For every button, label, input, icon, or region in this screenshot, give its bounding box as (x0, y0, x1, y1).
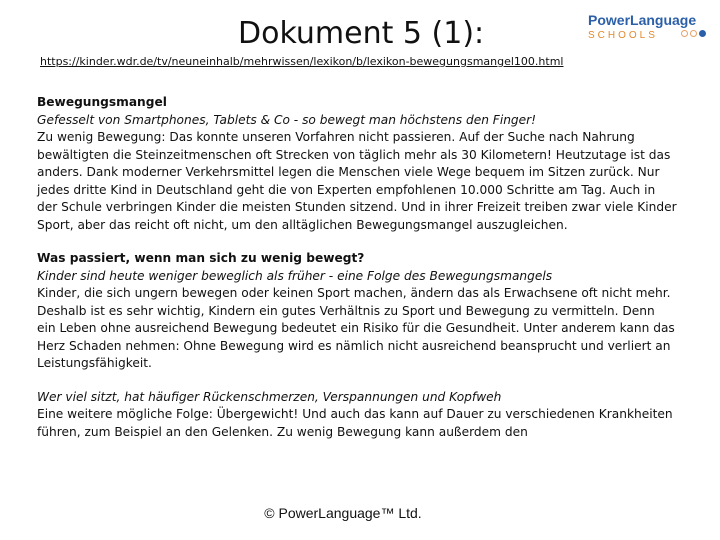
logo-dot (681, 30, 688, 37)
section-subheading: Kinder sind heute weniger beweglich als früher - eine Folge des Bewegungsmangels (37, 268, 553, 283)
section-heading: Bewegungsmangel (37, 95, 167, 109)
logo-dot-filled (699, 30, 706, 37)
copyright-footer: © PowerLanguage™ Ltd. (264, 505, 422, 521)
section-subheading: Wer viel sitzt, hat häufiger Rückenschmerzen, Verspannungen und Kopfweh (37, 389, 502, 404)
section-body: Zu wenig Bewegung: Das konnte unseren Vorfahren nicht passieren. Auf der Suche nach Nahrung bewältigten die Steinzeitmenschen oft Strecken von täglich mehr als 30 Kilometern! Heutzutage ist das anders. Dank moderner Verkehrsmittel legen die Menschen viele Wege bequem im Sitzen zurück. Nur jedes dritte Kind in Deutschland geht die von Experten empfohlenen 10.000 Schritte am Tag. Auch in der Schule verbringen Kinder die meisten Stunden sitzend. Und in ihrer Freizeit treiben zwar viele Kinder Sport, aber das reicht oft nicht, um den alltäglichen Bewegungsmangel auszugleichen. (37, 130, 677, 232)
section-heading: Was passiert, wenn man sich zu wenig bewegt? (37, 251, 365, 265)
section-subheading: Gefesselt von Smartphones, Tablets & Co - so bewegt man höchstens den Finger! (37, 112, 537, 127)
section-wer-viel-sitzt (37, 389, 677, 442)
logo-dots-icon (681, 30, 706, 37)
page-title: Dokument 5 (1): (238, 16, 485, 51)
section-body: Kinder, die sich ungern bewegen oder keinen Sport machen, ändern das als Erwachsene oft nicht mehr. Deshalb ist es sehr wichtig, Kindern ein gutes Verhältnis zu Sport und Bewegung zu vermitteln. Denn ein Leben ohne ausreichend Bewegung bedeutet ein Risiko für die Gesundheit. Unter anderem kann das Herz Schaden nehmen: Ohne Bewegung wird es nämlich nicht ausreichend beansprucht und verliert an Leistungsfähigkeit. (37, 286, 675, 370)
section-bewegungsmangel (37, 94, 677, 234)
logo-brand-text: PowerLanguage (588, 12, 697, 28)
document-content (37, 94, 677, 457)
logo-dot (690, 30, 697, 37)
section-body: Eine weitere mögliche Folge: Übergewicht! Und auch das kann auf Dauer zu verschiedenen Krankheiten führen, zum Beispiel an den Gelenken. Zu wenig Bewegung kann außerdem den (37, 407, 673, 439)
powerlanguage-logo (588, 12, 710, 41)
source-link[interactable]: https://kinder.wdr.de/tv/neuneinhalb/mehrwissen/lexikon/b/lexikon-bewegungsmangel100.html (40, 55, 564, 68)
logo-sub-text: SCHOOLS (588, 30, 658, 41)
section-was-passiert (37, 250, 677, 373)
